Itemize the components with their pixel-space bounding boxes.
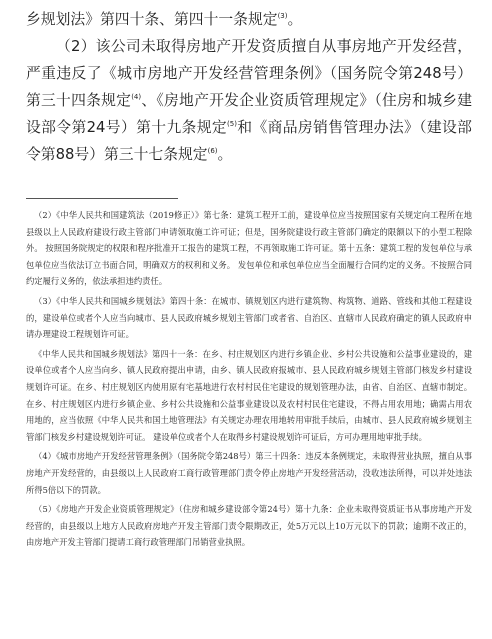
footnote-ref-4: (4) bbox=[131, 93, 142, 101]
paragraph-2-end: 。 bbox=[217, 146, 233, 163]
footnote-ref-5: (5) bbox=[227, 120, 237, 128]
footnote-2: （2）《中华人民共和国建筑法（2019修正）》第七条：建筑工程开工前，建设单位应当按照国家有关规定向工程所在地县级以上人民政府建设行政主管部门申请领取施工许可证；但是，国务院建设行政主管部门确定的限额以下的小型工程除外。 按照国务院规定的权限和程序批准开工报告的建筑工程，不再领取施工许可证。第十五条：建筑工程的发包单位与承包单位应当依法订立书面合同，明确双方的权利和义务。 发包单位和承包单位应当全面履行合同约定的义务。不按照合同约定履行义务的，依法承担违约责任。 bbox=[26, 210, 472, 287]
footnote-3-continued: 《中华人民共和国城乡规划法》第四十一条：在乡、村庄规划区内进行乡镇企业、乡村公共设施和公益事业建设的，建设单位或者个人应当向乡、镇人民政府提出申请，由乡、镇人民政府报城市、县人民政府城乡规划主管部门核发乡村建设规划许可证。在乡、村庄规划区内使用原有宅基地进行农村村民住宅建设的规划管理办法，由省、自治区、直辖市制定。在乡、村庄规划区内进行乡镇企业、乡村公共设施和公益事业建设以及农村村民住宅建设，不得占用农用地；确需占用农用地的，应当依照《中华人民共和国土地管理法》有关规定办理农用地转用审批手续后，由城市、县人民政府城乡规划主管部门核发乡村建设规划许可证。 建设单位或者个人在取得乡村建设规划许可证后，方可办理用地审批手续。 bbox=[26, 348, 472, 442]
footnote-5: （5）《房地产开发企业资质管理规定》（住房和城乡建设部令第24号）第十九条：企业未取得资质证书从事房地产开发经营的，由县级以上地方人民政府房地产开发主管部门责令限期改正，处5万元以上10万元以下的罚款；逾期不改正的，由房地产开发主管部门提请工商行政管理部门吊销营业执照。 bbox=[26, 504, 472, 548]
footnote-3: （3）《中华人民共和国城乡规划法》第四十条：在城市、镇规划区内进行建筑物、构筑物、道路、管线和其他工程建设的，建设单位或者个人应当向城市、县人民政府城乡规划主管部门或者省、自治区、直辖市人民政府确定的镇人民政府申请办理建设工程规划许可证。 bbox=[26, 295, 472, 340]
main-text bbox=[26, 6, 472, 168]
footnote-ref-6: (6) bbox=[207, 147, 218, 155]
footnote-4: （4）《城市房地产开发经营管理条例》（国务院令第248号）第三十四条：违反本条例规定，未取得营业执照，擅自从事房地产开发经营的，由县级以上人民政府工商行政管理部门责令停止房地产开发经营活动，没收违法所得，可以并处违法所得5倍以下的罚款。 bbox=[26, 451, 472, 495]
paragraph-1-text: 乡规划法》第四十条、第四十一条规定 bbox=[26, 11, 278, 28]
paragraph-2 bbox=[26, 33, 472, 168]
paragraph-1 bbox=[26, 6, 472, 33]
paragraph-2-part-c: 和《商品房销售管理办法》（建设部令第88号）第三十七条规定 bbox=[26, 119, 472, 163]
footnotes bbox=[26, 207, 472, 554]
footnote-divider bbox=[26, 198, 178, 199]
paragraph-2-part-b: 、《房地产开发企业资质管理规定》（住房和城乡建设部令第24号）第十九条规定 bbox=[26, 92, 472, 136]
paragraph-2-part-a: （2）该公司未取得房地产开发资质擅自从事房地产开发经营，严重违反了《城市房地产开发经营管理条例》（国务院令第248号）第三十四条规定 bbox=[26, 38, 472, 109]
paragraph-1-end: 。 bbox=[287, 11, 303, 28]
footnote-ref-3: (3) bbox=[277, 12, 288, 20]
